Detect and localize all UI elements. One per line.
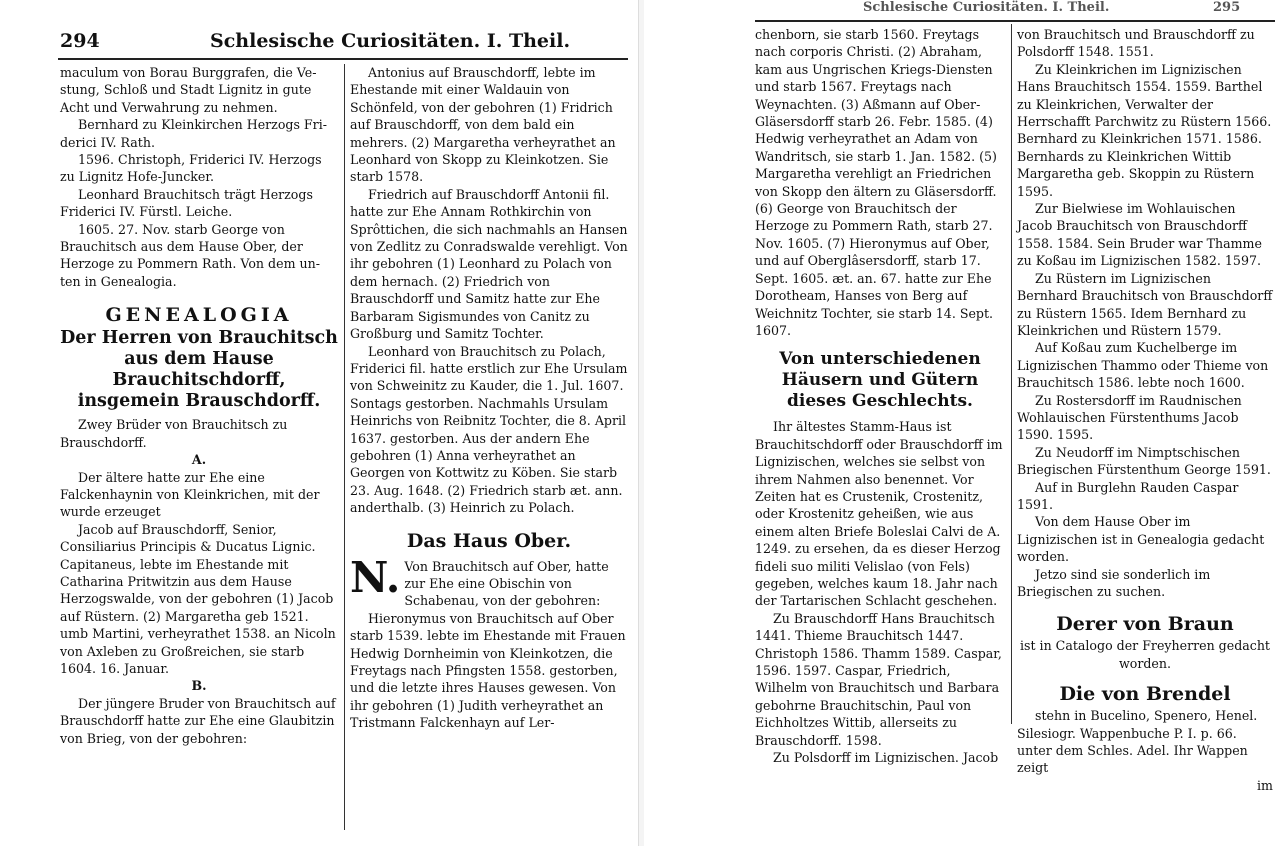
header-rule [58, 58, 628, 60]
section-b-text: Der jüngere Bruder von Brauchitsch auf Brauschdorff hatte zur Ehe eine Glaubitzin von Brieg, von der gebohren: [60, 695, 336, 746]
paragraph: Antonius auf Brauschdorff, lebte im Ehestande mit einer Waldauin von Schönfeld, von der gebohren (1) Fridrich auf Brauschdorff, von dem bald ein mehrers. (2) Margaretha verheyrathet an Leonhard von Skopp zu Kleinkotzen. Sie starb 1578. [350, 65, 616, 185]
right-column-2 [1017, 26, 1273, 794]
paragraph: Jetzo sind sie sonderlich im Briegischen zu suchen. [1017, 566, 1211, 599]
right-page [643, 0, 1283, 846]
left-page [0, 0, 640, 846]
haus-ober-title: Das Haus Ober. [406, 529, 572, 552]
running-head: Schlesische Curiositäten. I. Theil. [210, 30, 571, 52]
paragraph: chenborn, sie starb 1560. Freytags nach corporis Christi. (2) Abraham, kam aus Ungrischen Kriegs-Diensten und starb 1567. Freytags nach Weynachten. (3) Aßmann auf Ober-Gläsersdorff starb 26. Febr. 1585. (4) Hedwig verheyrathet an Adam von Wandritsch, sie starb 1. Jan. 1582. (5) Margaretha verehligt an Friedrichen von Skopp den ältern zu Gläsersdorff. (6) George von Brauchitsch der Herzoge zu Pommern Rath, starb 27. Nov. 1605. (7) Hieronymus auf Ober, und auf Oberglâsersdorff, starb 17. Sept. 1605. æt. an. 67. hatte zur Ehe Dorotheam, Hanses von Berg auf Weichnitz Tochter, sie starb 14. Sept. 1607. [755, 27, 997, 338]
text-line: Herzoge zu Pommern Rath. Von dem un- [60, 256, 320, 272]
text-line: zu Lignitz Hofe-Juncker. [60, 169, 215, 185]
text-line: Friderici IV. Fürstl. Leiche. [60, 204, 233, 220]
section-b-label: B. [191, 678, 207, 694]
page-number: 295 [1213, 0, 1241, 15]
paragraph: Ihr ältestes Stamm-Haus ist Brauchitschdorff oder Brauschdorff im Lignizischen, welches sie selbst von ihrem Nahmen also benennet. Vor Zeiten hat es Crustenik, Crostenitz, oder Krostenitz geheißen, wie aus einem alten Briefe Boleslai Calvi de A. 1249. zu ersehen, da es dieser Herzog fideli suo militi Velislao (von Fels) gegeben, welches kaum 18. Jahr nach der Tartarischen Schlacht geschehen. [755, 419, 1003, 609]
paragraph: Von Brauchitsch auf Ober, hatte zur Ehe eine Obischin von Schabenau, von der gebohren: [404, 558, 609, 609]
paragraph: Zur Bielwiese im Wohlauischen Jacob Brauchitsch von Brauschdorff 1558. 1584. Sein Bruder war Thamme zu Koßau im Lignizischen 1582. 1597. [1017, 201, 1262, 269]
paragraph: Zu Polsdorff im Lignizischen. Jacob [773, 750, 999, 766]
text-line: maculum von Borau Burggrafen, die Ve- [60, 65, 317, 80]
paragraph: Zu Rüstern im Lignizischen Bernhard Brauchitsch von Brauschdorff zu Rüstern 1565. Idem Bernhard zu Kleinkrichen und Rüstern 1579. [1017, 270, 1273, 338]
text-line: 1605. 27. Nov. starb George von [78, 221, 285, 237]
paragraph: Zu Brauschdorff Hans Brauchitsch 1441. Thieme Brauchitsch 1447. Christoph 1586. Thamm 1589. Caspar, 1596. 1597. Caspar, Friedrich, Wilhelm von Brauchitsch und Barbara gebohrne Brauchitschin, Paul von Eichholtzes Wittib, allerseits zu Brauschdorff. 1598. [755, 610, 1002, 748]
houses-title: Von unterschiedenen Häusern und Gütern dieses Geschlechts. [779, 349, 981, 412]
left-column-2 [350, 64, 628, 732]
text-line: derici IV. Rath. [60, 134, 155, 150]
page-number: 294 [60, 30, 100, 52]
paragraph: Zu Neudorff im Nimptschischen Briegischen Fürstenthum George 1591. [1017, 444, 1271, 478]
braun-title: Derer von Braun [1056, 613, 1234, 636]
text-line: 1596. Christoph, Friderici IV. Herzogs [78, 152, 322, 168]
brendel-text: stehn in Bucelino, Spenero, Henel. Silesiogr. Wappenbuche P. I. p. 66. unter dem Schles. Adel. Ihr Wappen zeigt [1017, 708, 1258, 776]
brendel-title: Die von Brendel [1059, 683, 1231, 706]
genealogia-intro: Zwey Brüder von Brauchitsch zu Brauschdorff. [60, 417, 288, 450]
section-a-text: Der ältere hatte zur Ehe eine Falckenhaynin von Kleinkrichen, mit der wurde erzeuget [60, 469, 320, 520]
paragraph: von Brauchitsch und Brauschdorff zu Polsdorff 1548. 1551. [1017, 27, 1255, 60]
drop-cap: N. [350, 552, 401, 602]
paragraph: Auf Koßau zum Kuchelberge im Lignizischen Thammo oder Thieme von Brauchitsch 1586. lebte noch 1600. [1017, 340, 1269, 391]
section-a-label: A. [191, 452, 207, 468]
paragraph: Hieronymus von Brauchitsch auf Ober starb 1539. lebte im Ehestande mit Frauen Hedwig Dornheimin von Kleinkotzen, die Freytags nach Pfingsten 1558. gestorben, und die letzte ihres Hauses gewesen. Von ihr gebohren (1) Judith verheyrathet an Tristmann Falckenhayn auf Ler- [350, 610, 626, 731]
text-line: Acht und Verwahrung zu nehmen. [60, 99, 278, 115]
paragraph: Von dem Hause Ober im Lignizischen ist in Genealogia gedacht worden. [1017, 514, 1265, 565]
text-line: Leonhard Brauchitsch trägt Herzogs [78, 186, 313, 202]
catchword: im [1257, 777, 1273, 793]
section-a-text: Jacob auf Brauschdorff, Senior, Consiliarius Principis & Ducatus Lignic. Capitaneus, lebte im Ehestande mit Catharina Pritwitzin aus dem Hause Herzogswalde, von der gebohren (1) Jacob auf Rüstern. (2) Margaretha geb 1521. umb Martini, verheyrathet 1538. an Nicoln von Axleben zu Großreichen, sie starb 1604. 16. Januar. [60, 521, 336, 676]
right-column-1 [755, 26, 1005, 766]
paragraph: Auf in Burglehn Rauden Caspar 1591. [1017, 479, 1239, 512]
genealogia-title: GENEALOGIA [105, 304, 293, 327]
column-divider [344, 64, 345, 830]
running-head: Schlesische Curiositäten. I. Theil. [863, 0, 1110, 15]
header-rule [755, 20, 1275, 22]
text-line: ten in Genealogia. [60, 273, 177, 289]
text-line: stung, Schloß und Stadt Lignitz in gute [60, 82, 312, 98]
paragraph: Friedrich auf Brauschdorff Antonii fil. hatte zur Ehe Annam Rothkirchin von Sprôttichen, die sich nachmahls an Hansen von Zedlitz zu Conradswalde verehligt. Von ihr gebohren (1) Leonhard zu Polach von dem hernach. (2) Friedrich von Brauschdorff und Samitz hatte zur Ehe Barbaram Sigismundes von Canitz zu Großburg und Samitz Tochter. [350, 186, 628, 342]
column-divider [1011, 24, 1012, 724]
braun-text: ist in Catalogo der Freyherren gedacht worden. [1019, 638, 1270, 671]
paragraph: Zu Kleinkrichen im Lignizischen Hans Brauchitsch 1554. 1559. Barthel zu Kleinkrichen, Verwalter der Herrschafft Parchwitz zu Rüstern 1566. Bernhard zu Kleinkrichen 1571. 1586. Bernhards zu Kleinkrichen Wittib Margaretha geb. Skoppin zu Rüstern 1595. [1017, 61, 1272, 199]
text-line: Bernhard zu Kleinkirchen Herzogs Fri- [78, 117, 327, 133]
paragraph: Leonhard von Brauchitsch zu Polach, Friderici fil. hatte erstlich zur Ehe Ursulam von Schweinitz zu Kauder, die 1. Jul. 1607. Sontags gestorben. Nachmahls Ursulam Heinrichs von Reibnitz Tochter, die 8. April 1637. gestorben. Aus der andern Ehe gebohren (1) Anna verheyrathet an Georgen von Kottwitz zu Köben. Sie starb 23. Aug. 1648. (2) Friedrich starb æt. ann. anderthalb. (3) Heinrich zu Polach. [350, 343, 628, 516]
text-line: Brauchitsch aus dem Hause Ober, der [60, 239, 303, 255]
genealogia-subtitle: Der Herren von Brauchitsch aus dem Hause Brauchitschdorff, insgemein Brauschdorff. [60, 328, 338, 412]
left-column-1 [60, 64, 338, 747]
paragraph: Zu Rostersdorff im Raudnischen Wohlauischen Fürstenthums Jacob 1590. 1595. [1017, 392, 1242, 443]
